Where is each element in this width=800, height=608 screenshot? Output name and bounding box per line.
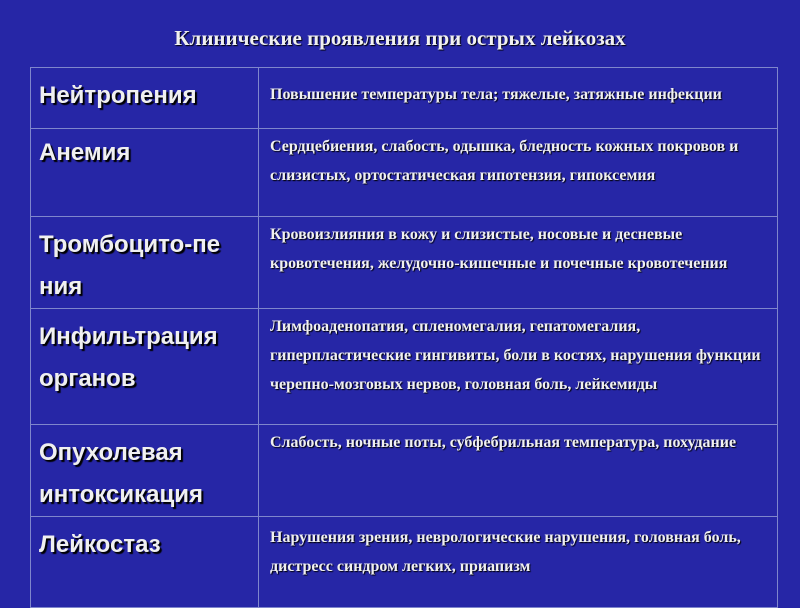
description-cell xyxy=(259,217,778,309)
term-label: Нейтропения xyxy=(39,82,197,109)
table-row xyxy=(31,309,778,425)
term-cell xyxy=(31,309,259,425)
term-label: Инфильтрация органов xyxy=(39,323,218,392)
description-cell xyxy=(259,425,778,517)
manifestations-table xyxy=(30,67,778,608)
description-text: Кровоизлияния в кожу и слизистые, носовые и десневые кровотечения, желудочно-кишечные и почечные кровотечения xyxy=(270,226,728,272)
description-text: Слабость, ночные поты, субфебрильная температура, похудание xyxy=(270,434,737,451)
description-cell xyxy=(259,309,778,425)
description-cell xyxy=(259,68,778,129)
term-cell xyxy=(31,217,259,309)
term-cell xyxy=(31,129,259,217)
term-cell xyxy=(31,425,259,517)
table-row xyxy=(31,425,778,517)
description-text: Лимфоаденопатия, спленомегалия, гепатомегалия, гиперпластические гингивиты, боли в костях, нарушения функции черепно-мозговых нервов, головная боль, лейкемиды xyxy=(270,318,761,393)
table-row xyxy=(31,517,778,608)
table-row xyxy=(31,217,778,309)
description-text: Нарушения зрения, неврологические нарушения, головная боль, дистресс синдром легких, приапизм xyxy=(270,529,741,575)
description-cell xyxy=(259,517,778,608)
table-row xyxy=(31,129,778,217)
table-row xyxy=(31,68,778,129)
term-label: Тромбоцито-пе ния xyxy=(39,231,221,300)
slide-title: Клинические проявления при острых лейкозах xyxy=(174,26,626,50)
term-label: Опухолевая интоксикация xyxy=(39,439,204,508)
description-text: Повышение температуры тела; тяжелые, затяжные инфекции xyxy=(270,86,722,103)
term-label: Лейкостаз xyxy=(39,531,161,558)
description-cell xyxy=(259,129,778,217)
term-label: Анемия xyxy=(39,139,131,166)
description-text: Сердцебиения, слабость, одышка, бледность кожных покровов и слизистых, ортостатическая гипотензия, гипоксемия xyxy=(270,138,739,184)
term-cell xyxy=(31,517,259,608)
term-cell xyxy=(31,68,259,129)
